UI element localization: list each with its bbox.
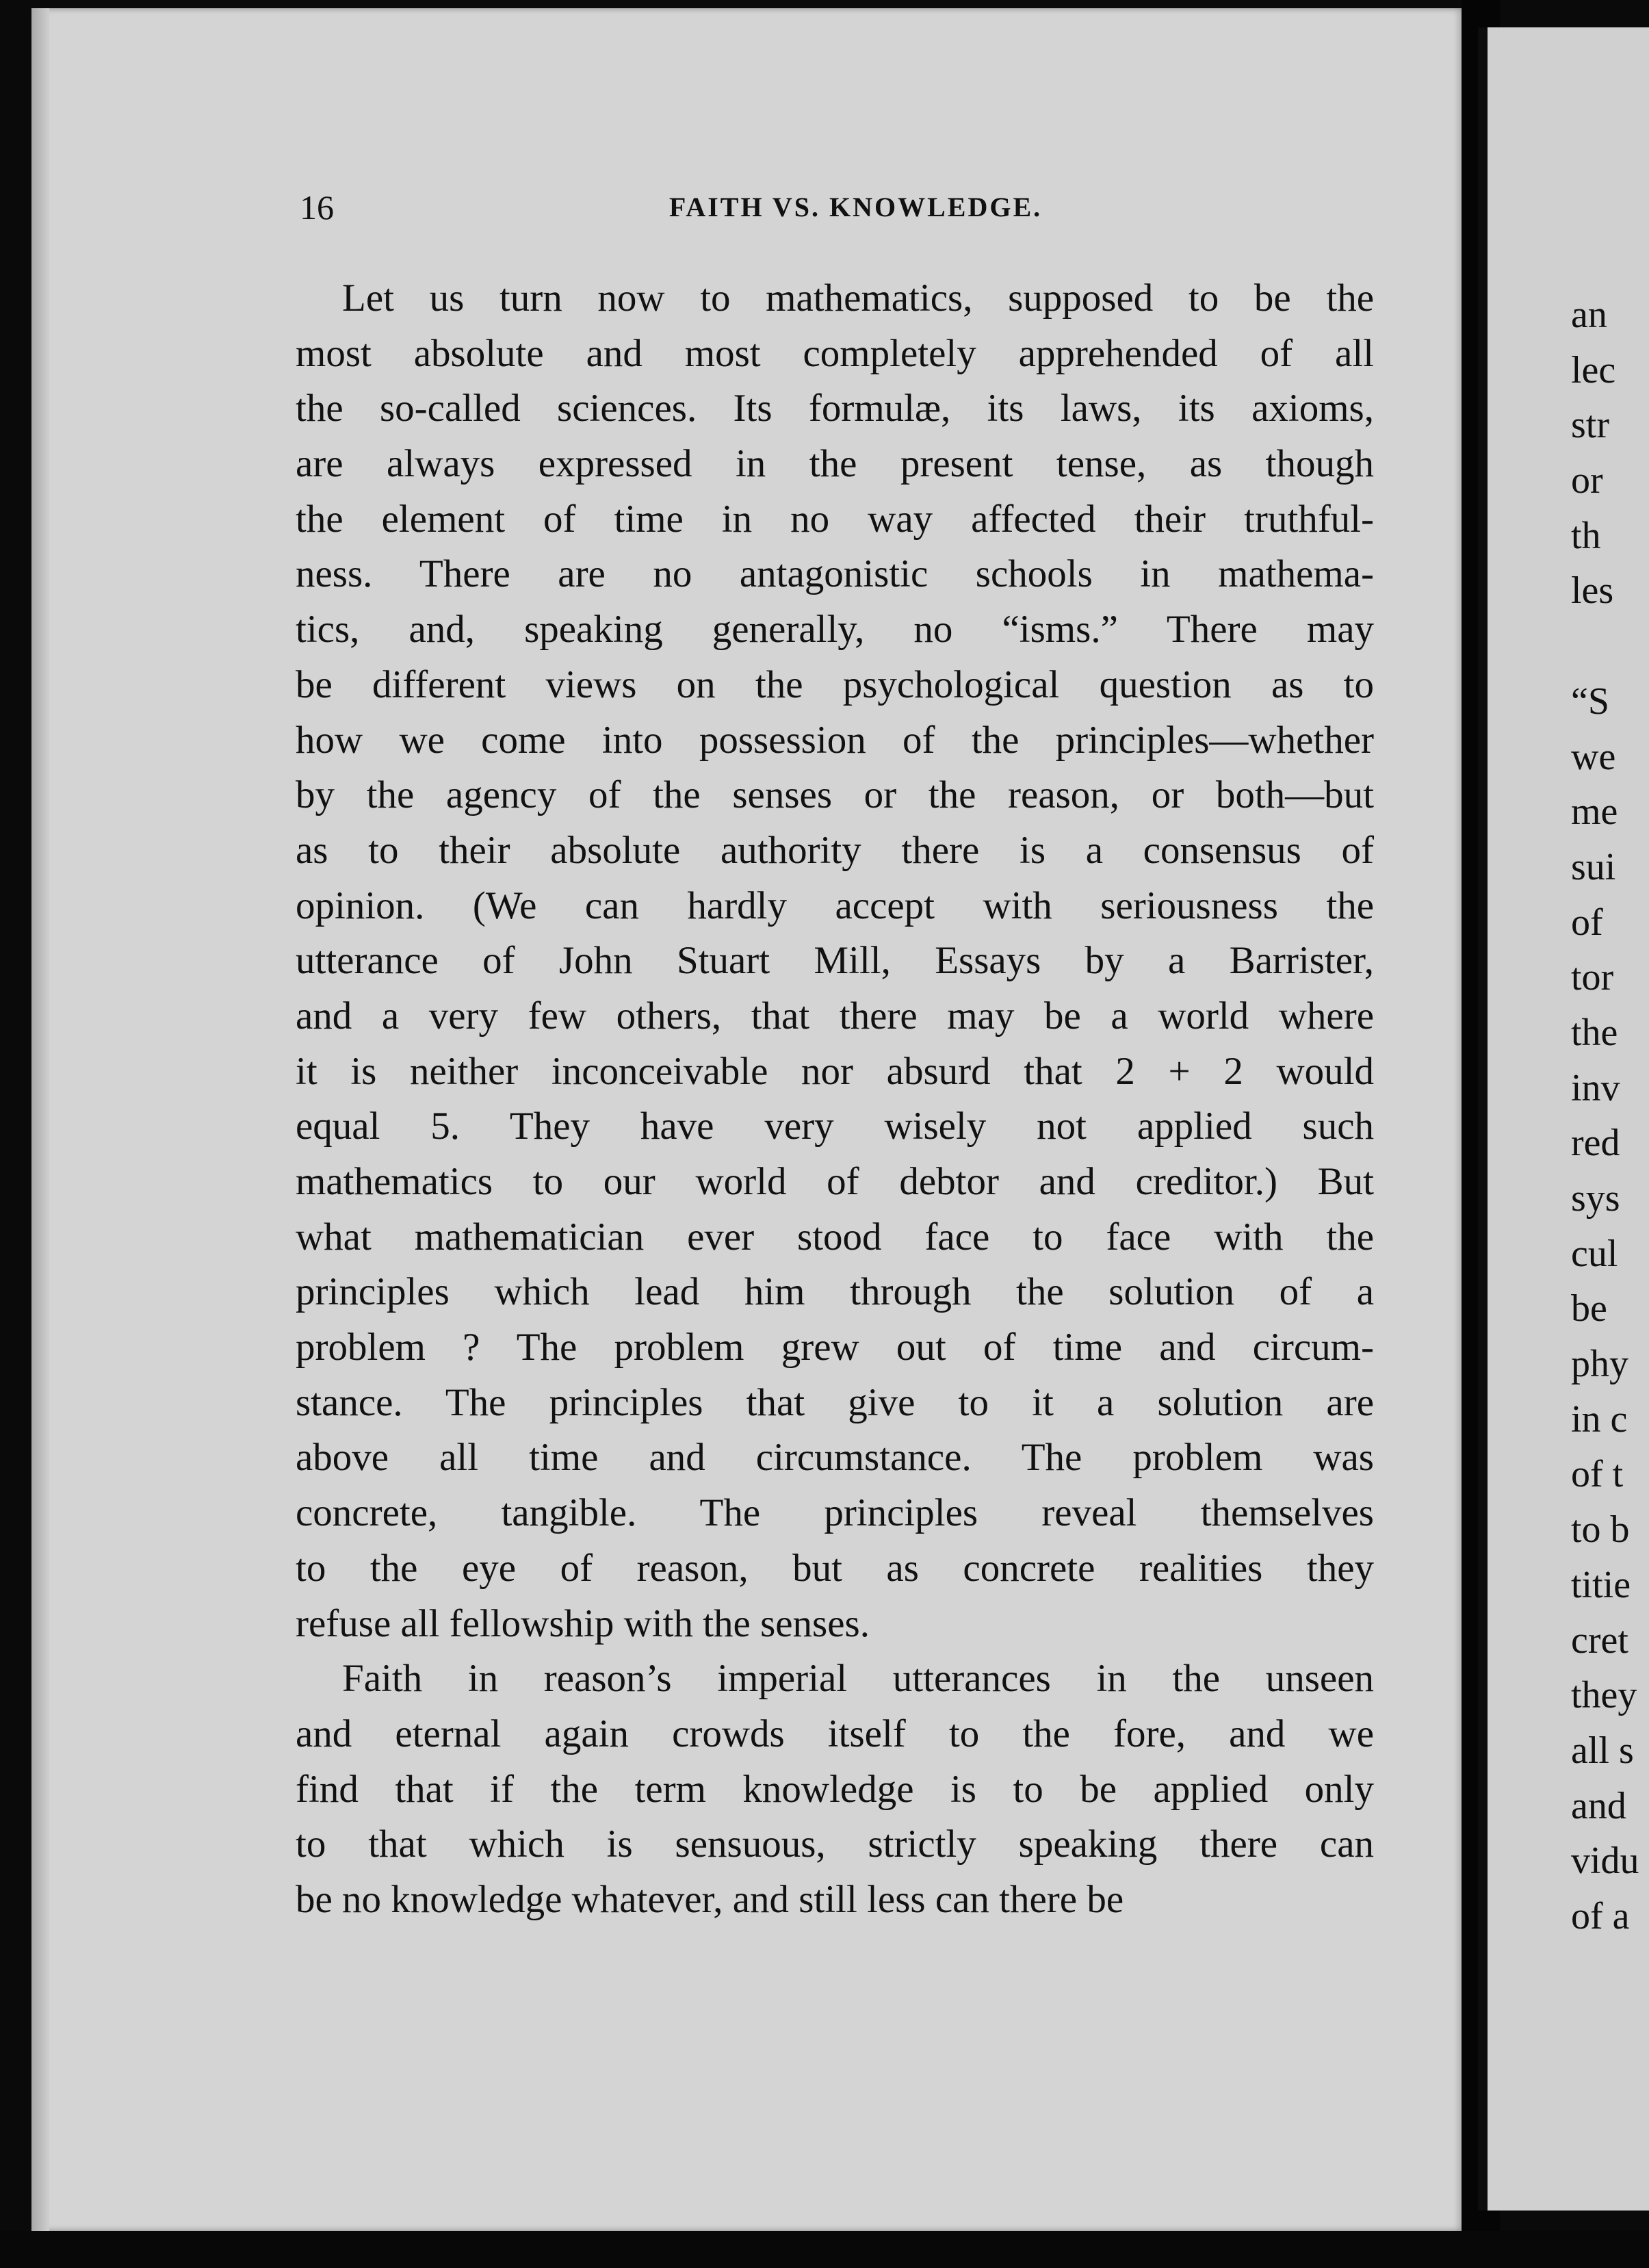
text-line: be different views on the psychological question as to [296, 662, 1374, 706]
text-line: the so-called sciences. Its formulæ, its laws, its axioms, [296, 387, 1374, 430]
facing-page-line: vidu [1571, 1840, 1639, 1883]
text-line: problem ? The problem grew out of time and circum- [296, 1326, 1374, 1369]
text-line: ness. There are no antagonistic schools in mathema- [296, 552, 1374, 596]
facing-page-line: cret [1571, 1619, 1628, 1662]
facing-page-line: we [1571, 735, 1616, 778]
facing-page-line: th [1571, 514, 1601, 557]
facing-page-line: be [1571, 1287, 1607, 1330]
text-line: principles which lead him through the solution of a [296, 1270, 1374, 1314]
facing-page-line: lec [1571, 348, 1616, 391]
page-header [300, 183, 1371, 231]
facing-page-line: an [1571, 294, 1607, 336]
text-line: utterance of John Stuart Mill, Essays by a Barrister, [296, 939, 1374, 983]
facing-page-line: str [1571, 404, 1609, 447]
facing-page-line: they [1571, 1674, 1637, 1717]
facing-page-line: all s [1571, 1729, 1634, 1772]
facing-page-line: or [1571, 459, 1603, 502]
text-line: tics, and, speaking generally, no “isms.” There may [296, 608, 1374, 652]
text-line: and eternal again crowds itself to the fore, and we [296, 1712, 1374, 1755]
text-line: mathematics to our world of debtor and creditor.) But [296, 1160, 1374, 1203]
facing-page-line: tor [1571, 956, 1614, 999]
text-line: how we come into possession of the principles—whether [296, 718, 1374, 762]
text-line: to the eye of reason, but as concrete realities they [296, 1546, 1374, 1590]
text-line: stance. The principles that give to it a solution are [296, 1380, 1374, 1424]
facing-page-line: phy [1571, 1343, 1628, 1386]
text-line: by the agency of the senses or the reason, or both—but [296, 773, 1374, 817]
text-line: above all time and circumstance. The problem was [296, 1436, 1374, 1480]
facing-page-text [1571, 287, 1649, 1944]
text-line: as to their absolute authority there is a consensus of [296, 828, 1374, 872]
text-line: Let us turn now to mathematics, supposed to be the [342, 276, 1374, 320]
text-line: find that if the term knowledge is to be applied only [296, 1767, 1374, 1811]
facing-page-line: in c [1571, 1397, 1628, 1441]
text-line: equal 5. They have very wisely not applied such [296, 1105, 1374, 1148]
text-line: Faith in reason’s imperial utterances in the unseen [342, 1657, 1374, 1701]
text-line: the element of time in no way affected their truthful- [296, 497, 1374, 541]
facing-page-line: sys [1571, 1177, 1620, 1220]
facing-page-line: the [1571, 1011, 1618, 1054]
paragraph [296, 271, 1374, 1651]
facing-page-line: les [1571, 569, 1614, 613]
right-page-edge [1478, 27, 1488, 2211]
facing-page-line [1571, 619, 1649, 674]
paragraph [296, 1651, 1374, 1927]
text-line: to that which is sensuous, strictly speaking there can [296, 1822, 1374, 1866]
text-line: refuse all fellowship with the senses. [296, 1601, 870, 1645]
facing-page-line: to b [1571, 1508, 1630, 1551]
text-line: are always expressed in the present tense, as though [296, 442, 1374, 486]
text-line: be no knowledge whatever, and still less can there be [296, 1877, 1124, 1921]
facing-page-line: titie [1571, 1563, 1631, 1606]
text-line: what mathematician ever stood face to face with the [296, 1215, 1374, 1259]
text-line: it is neither inconceivable nor absurd that 2 + 2 would [296, 1049, 1374, 1093]
text-line: and a very few others, that there may be a world where [296, 994, 1374, 1038]
facing-page-line: and [1571, 1784, 1626, 1827]
facing-page-line: red [1571, 1122, 1620, 1165]
left-page-edge [31, 8, 49, 2231]
facing-page-line: of a [1571, 1894, 1630, 1937]
facing-page-line: sui [1571, 845, 1616, 888]
facing-page-line: of [1571, 901, 1603, 944]
facing-page-line: “S [1571, 680, 1609, 723]
facing-page-line: inv [1571, 1066, 1620, 1109]
text-line: concrete, tangible. The principles reveal themselves [296, 1491, 1374, 1535]
facing-page-line: of t [1571, 1453, 1624, 1496]
facing-page-line: cul [1571, 1232, 1618, 1275]
text-line: opinion. (We can hardly accept with seriousness the [296, 884, 1374, 927]
body-text [296, 271, 1374, 1928]
scan-bottom-border [0, 2231, 1649, 2268]
text-line: most absolute and most completely apprehended of all [296, 331, 1374, 375]
page-number: 16 [300, 188, 334, 227]
facing-page-line: me [1571, 790, 1618, 834]
running-title: FAITH VS. KNOWLEDGE. [668, 192, 1043, 222]
